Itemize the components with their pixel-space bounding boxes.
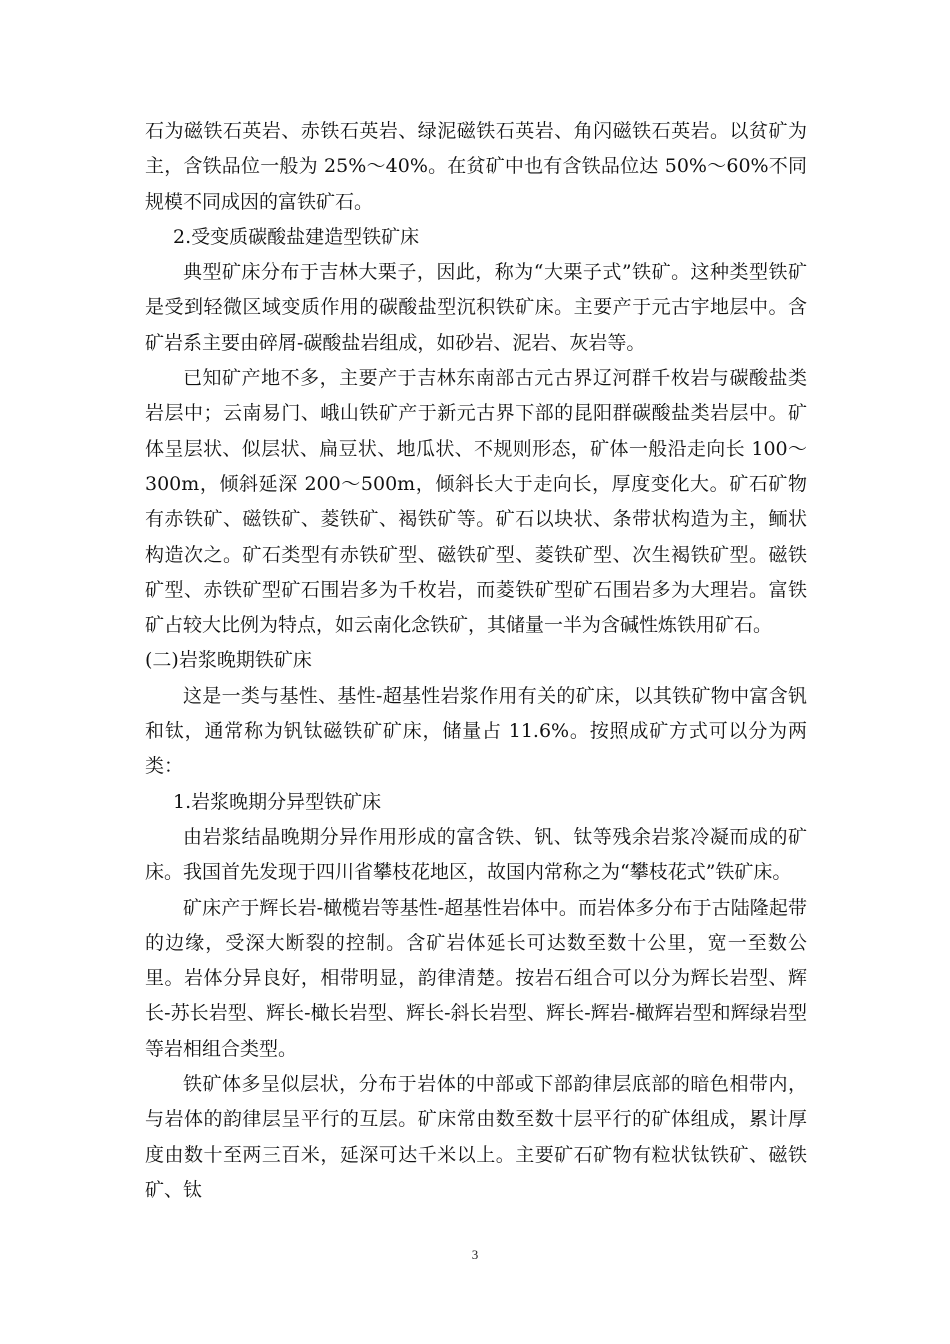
paragraph-continued: 石为磁铁石英岩、赤铁石英岩、绿泥磁铁石英岩、角闪磁铁石英岩。以贫矿为主，含铁品位一般为 25%～40%。在贫矿中也有含铁品位达 50%～60%不同规模不同成因的富铁矿石。: [145, 120, 807, 213]
section-heading-magmatic: (二)岩浆晚期铁矿床: [145, 649, 312, 672]
paragraph-orebody: 铁矿体多呈似层状，分布于岩体的中部或下部韵律层底部的暗色相带内，与岩体的韵律层呈平行的互层。矿床常由数至数十层平行的矿体组成，累计厚度由数十至两三百米，延深可达千米以上。主要矿石矿物有粒状钛铁矿、磁铁矿、钛: [145, 1073, 807, 1201]
paragraph-dalizi-type: 典型矿床分布于吉林大栗子，因此，称为“大栗子式”铁矿。这种类型铁矿是受到轻微区域变质作用的碳酸盐型沉积铁矿床。主要产于元古宇地层中。含矿岩系主要由碎屑-碳酸盐岩组成，如砂岩、泥岩、灰岩等。: [145, 261, 807, 354]
section-heading-1: 1.岩浆晚期分异型铁矿床: [173, 790, 382, 813]
paragraph-vanadium-titanium: 这是一类与基性、基性-超基性岩浆作用有关的矿床，以其铁矿物中富含钒和钛，通常称为钒钛磁铁矿矿床，储量占 11.6%。按照成矿方式可以分为两类：: [145, 684, 807, 778]
paragraph-panzhihua: 由岩浆结晶晚期分异作用形成的富含铁、钒、钛等残余岩浆冷凝而成的矿床。我国首先发现于四川省攀枝花地区，故国内常称之为“攀枝花式”铁矿床。: [145, 825, 807, 884]
page-number: 3: [471, 1247, 479, 1262]
paragraph-known-deposits: 已知矿产地不多，主要产于吉林东南部古元古界辽河群千枚岩与碳酸盐类岩层中；云南易门、峨山铁矿产于新元古界下部的昆阳群碳酸盐类岩层中。矿体呈层状、似层状、扁豆状、地瓜状、不规则形态，矿体一般沿走向长 100～300m，倾斜延深 200～500m，倾斜长大于走向长，厚度变化大。矿石矿物有赤铁矿、磁铁矿、菱铁矿、褐铁矿等。矿石以块状、条带状构造为主，鲕状构造次之。矿石类型有赤铁矿型、磁铁矿型、菱铁矿型、次生褐铁矿型。磁铁矿型、赤铁矿型矿石围岩多为千枚岩，而菱铁矿型矿石围岩多为大理岩。富铁矿占较大比例为特点，如云南化念铁矿，其储量一半为含碱性炼铁用矿石。: [145, 367, 807, 637]
paragraph-host-rocks: 矿床产于辉长岩-橄榄岩等基性-超基性岩体中。而岩体多分布于古陆隆起带的边缘，受深大断裂的控制。含矿岩体延长可达数至数十公里，宽一至数公里。岩体分异良好，相带明显，韵律清楚。按岩石组合可以分为辉长岩型、辉长-苏长岩型、辉长-橄长岩型、辉长-斜长岩型、辉长-辉岩-橄辉岩型和辉绿岩型等岩相组合类型。: [145, 896, 807, 1060]
section-heading-2: 2.受变质碳酸盐建造型铁矿床: [173, 225, 420, 248]
document-body: [145, 114, 807, 1208]
